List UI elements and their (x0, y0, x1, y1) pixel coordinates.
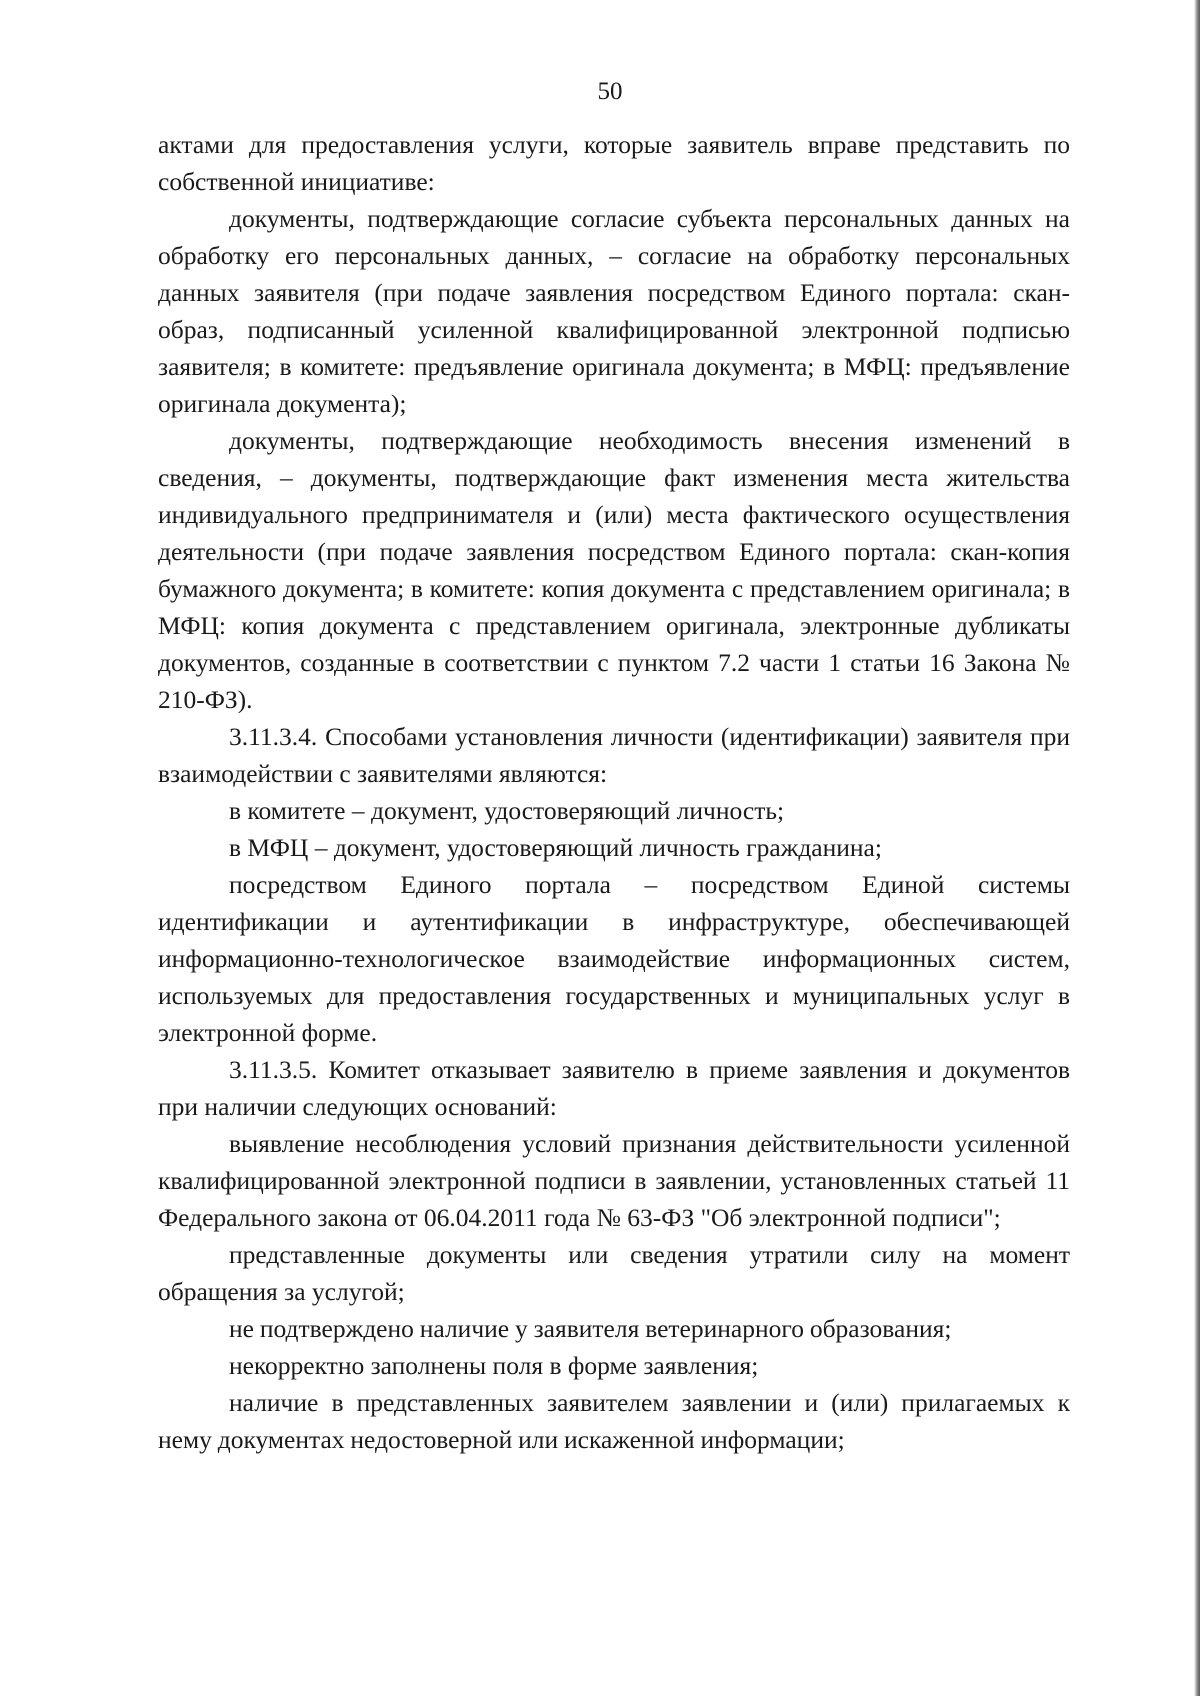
paragraph-personal-data-consent: документы, подтверждающие согласие субъекта персональных данных на обработку его персональных данных, – согласие на обработку персональных данных заявителя (при подаче заявления посредством Единого портала: скан-образ, подписанный усиленной квалифицированной электронной подписью заявителя; в комитете: предъявление оригинала документа; в МФЦ: предъявление оригинала документа); (158, 204, 1070, 418)
paragraph-3-11-3-5: 3.11.3.5. Комитет отказывает заявителю в приеме заявления и документов при наличии следующих оснований: (158, 1055, 1070, 1121)
paragraph-signature-validity: выявление несоблюдения условий признания действительности усиленной квалифицированной электронной подписи в заявлении, установленных статьей 11 Федерального закона от 06.04.2011 года № 63-ФЗ "Об электронной подписи"; (158, 1129, 1070, 1232)
paragraph-form-fields: некорректно заполнены поля в форме заявления; (229, 1351, 759, 1380)
paragraph-change-documents: документы, подтверждающие необходимость внесения изменений в сведения, – документы, подтверждающие факт изменения места жительства индивидуального предпринимателя и (или) места фактического осуществления деятельности (при подаче заявления посредством Единого портала: скан-копия бумажного документа; в комитете: копия документа с представлением оригинала; в МФЦ: копия документа с представлением оригинала, электронные дубликаты документов, созданные в соответствии с пунктом 7.2 части 1 статьи 16 Закона № 210-ФЗ). (158, 426, 1070, 714)
paragraph-committee-identity: в комитете – документ, удостоверяющий личность; (229, 796, 785, 825)
paragraph-portal-identity: посредством Единого портала – посредством Единой системы идентификации и аутентификации в инфраструктуре, обеспечивающей информационно-технологическое взаимодействие информационных систем, используемых для предоставления государственных и муниципальных услуг в электронной форме. (158, 870, 1070, 1047)
document-body (158, 126, 1070, 1458)
paragraph-3-11-3-4: 3.11.3.4. Способами установления личности (идентификации) заявителя при взаимодействии с заявителями являются: (158, 722, 1070, 788)
paragraph-continuation: актами для предоставления услуги, которые заявитель вправе представить по собственной инициативе: (158, 130, 1070, 196)
scan-edge-shadow (1194, 0, 1200, 1696)
page-number: 50 (597, 78, 623, 105)
paragraph-veterinary-education: не подтверждено наличие у заявителя ветеринарного образования; (229, 1314, 952, 1343)
paragraph-false-information: наличие в представленных заявителем заявлении и (или) прилагаемых к нему документах недостоверной или искаженной информации; (158, 1388, 1070, 1454)
paragraph-expired-documents: представленные документы или сведения утратили силу на момент обращения за услугой; (158, 1240, 1070, 1306)
paragraph-mfc-identity: в МФЦ – документ, удостоверяющий личность гражданина; (229, 833, 882, 862)
